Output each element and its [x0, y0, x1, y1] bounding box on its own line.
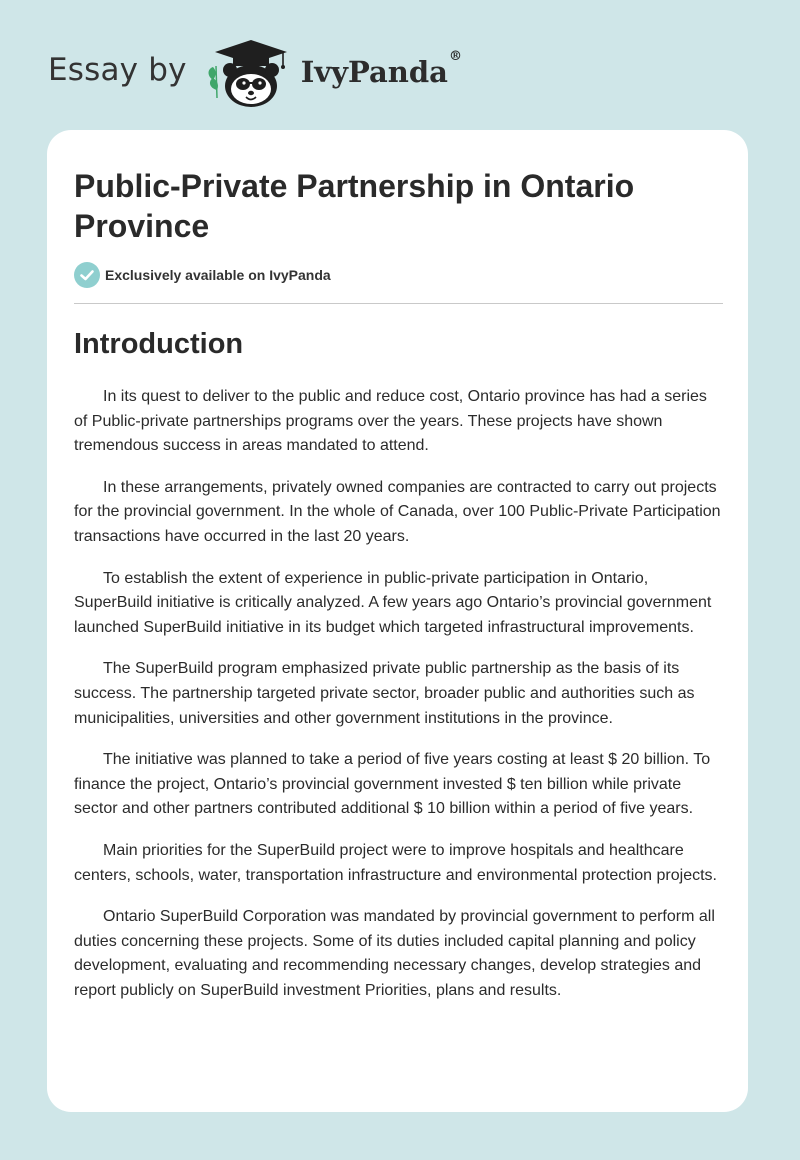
paragraph: The SuperBuild program emphasized private public partnership as the basis of its success. The partnership targeted private sector, broader public and authorities such as municipalities, universities and other government institutions in the province.	[74, 660, 695, 727]
page-title: Public-Private Partnership in Ontario Province	[74, 168, 635, 244]
brand-name[interactable]: IvyPanda®	[300, 49, 462, 89]
paragraph: Ontario SuperBuild Corporation was mandated by provincial government to perform all duties concerning these projects. Some of its duties included capital planning and policy development, evaluating and recommending necessary changes, develop strategies and report publicly on SuperBuild investment Priorities, plans and results.	[74, 908, 715, 999]
panda-graduate-icon[interactable]	[203, 36, 295, 110]
essay-body	[74, 385, 724, 1020]
paragraph: Main priorities for the SuperBuild project were to improve hospitals and healthcare centers, schools, water, transportation infrastructure and environmental protection projects.	[74, 841, 717, 884]
paragraph: To establish the extent of experience in public-private participation in Ontario, SuperBuild initiative is critically analyzed. A few years ago Ontario’s provincial government launched SuperBuild initiative in its budget which targeted infrastructural improvements.	[74, 569, 712, 636]
paragraph: In its quest to deliver to the public and reduce cost, Ontario province has had a series of Public-private partnerships programs over the years. These projects have shown tremendous success in areas mandated to attend.	[74, 388, 707, 455]
exclusive-badge	[74, 262, 331, 288]
check-circle-icon	[74, 262, 100, 288]
essay-card	[47, 130, 748, 1112]
paragraph: In these arrangements, privately owned companies are contracted to carry out projects for the provincial government. In the whole of Canada, over 100 Public-Private Participation transactions have occurred in the last 20 years.	[74, 478, 721, 545]
divider	[74, 303, 723, 304]
badge-label: Exclusively available on IvyPanda	[105, 267, 331, 283]
registered-mark: ®	[448, 49, 462, 64]
essay-by-label: Essay by	[48, 52, 187, 88]
paragraph: The initiative was planned to take a period of five years costing at least $ 20 billion. To finance the project, Ontario’s provincial government invested $ ten billion while private sector and other partners contributed additional $ 10 billion within a period of five years.	[74, 751, 711, 818]
section-heading: Introduction	[74, 328, 244, 360]
site-header	[48, 36, 462, 110]
